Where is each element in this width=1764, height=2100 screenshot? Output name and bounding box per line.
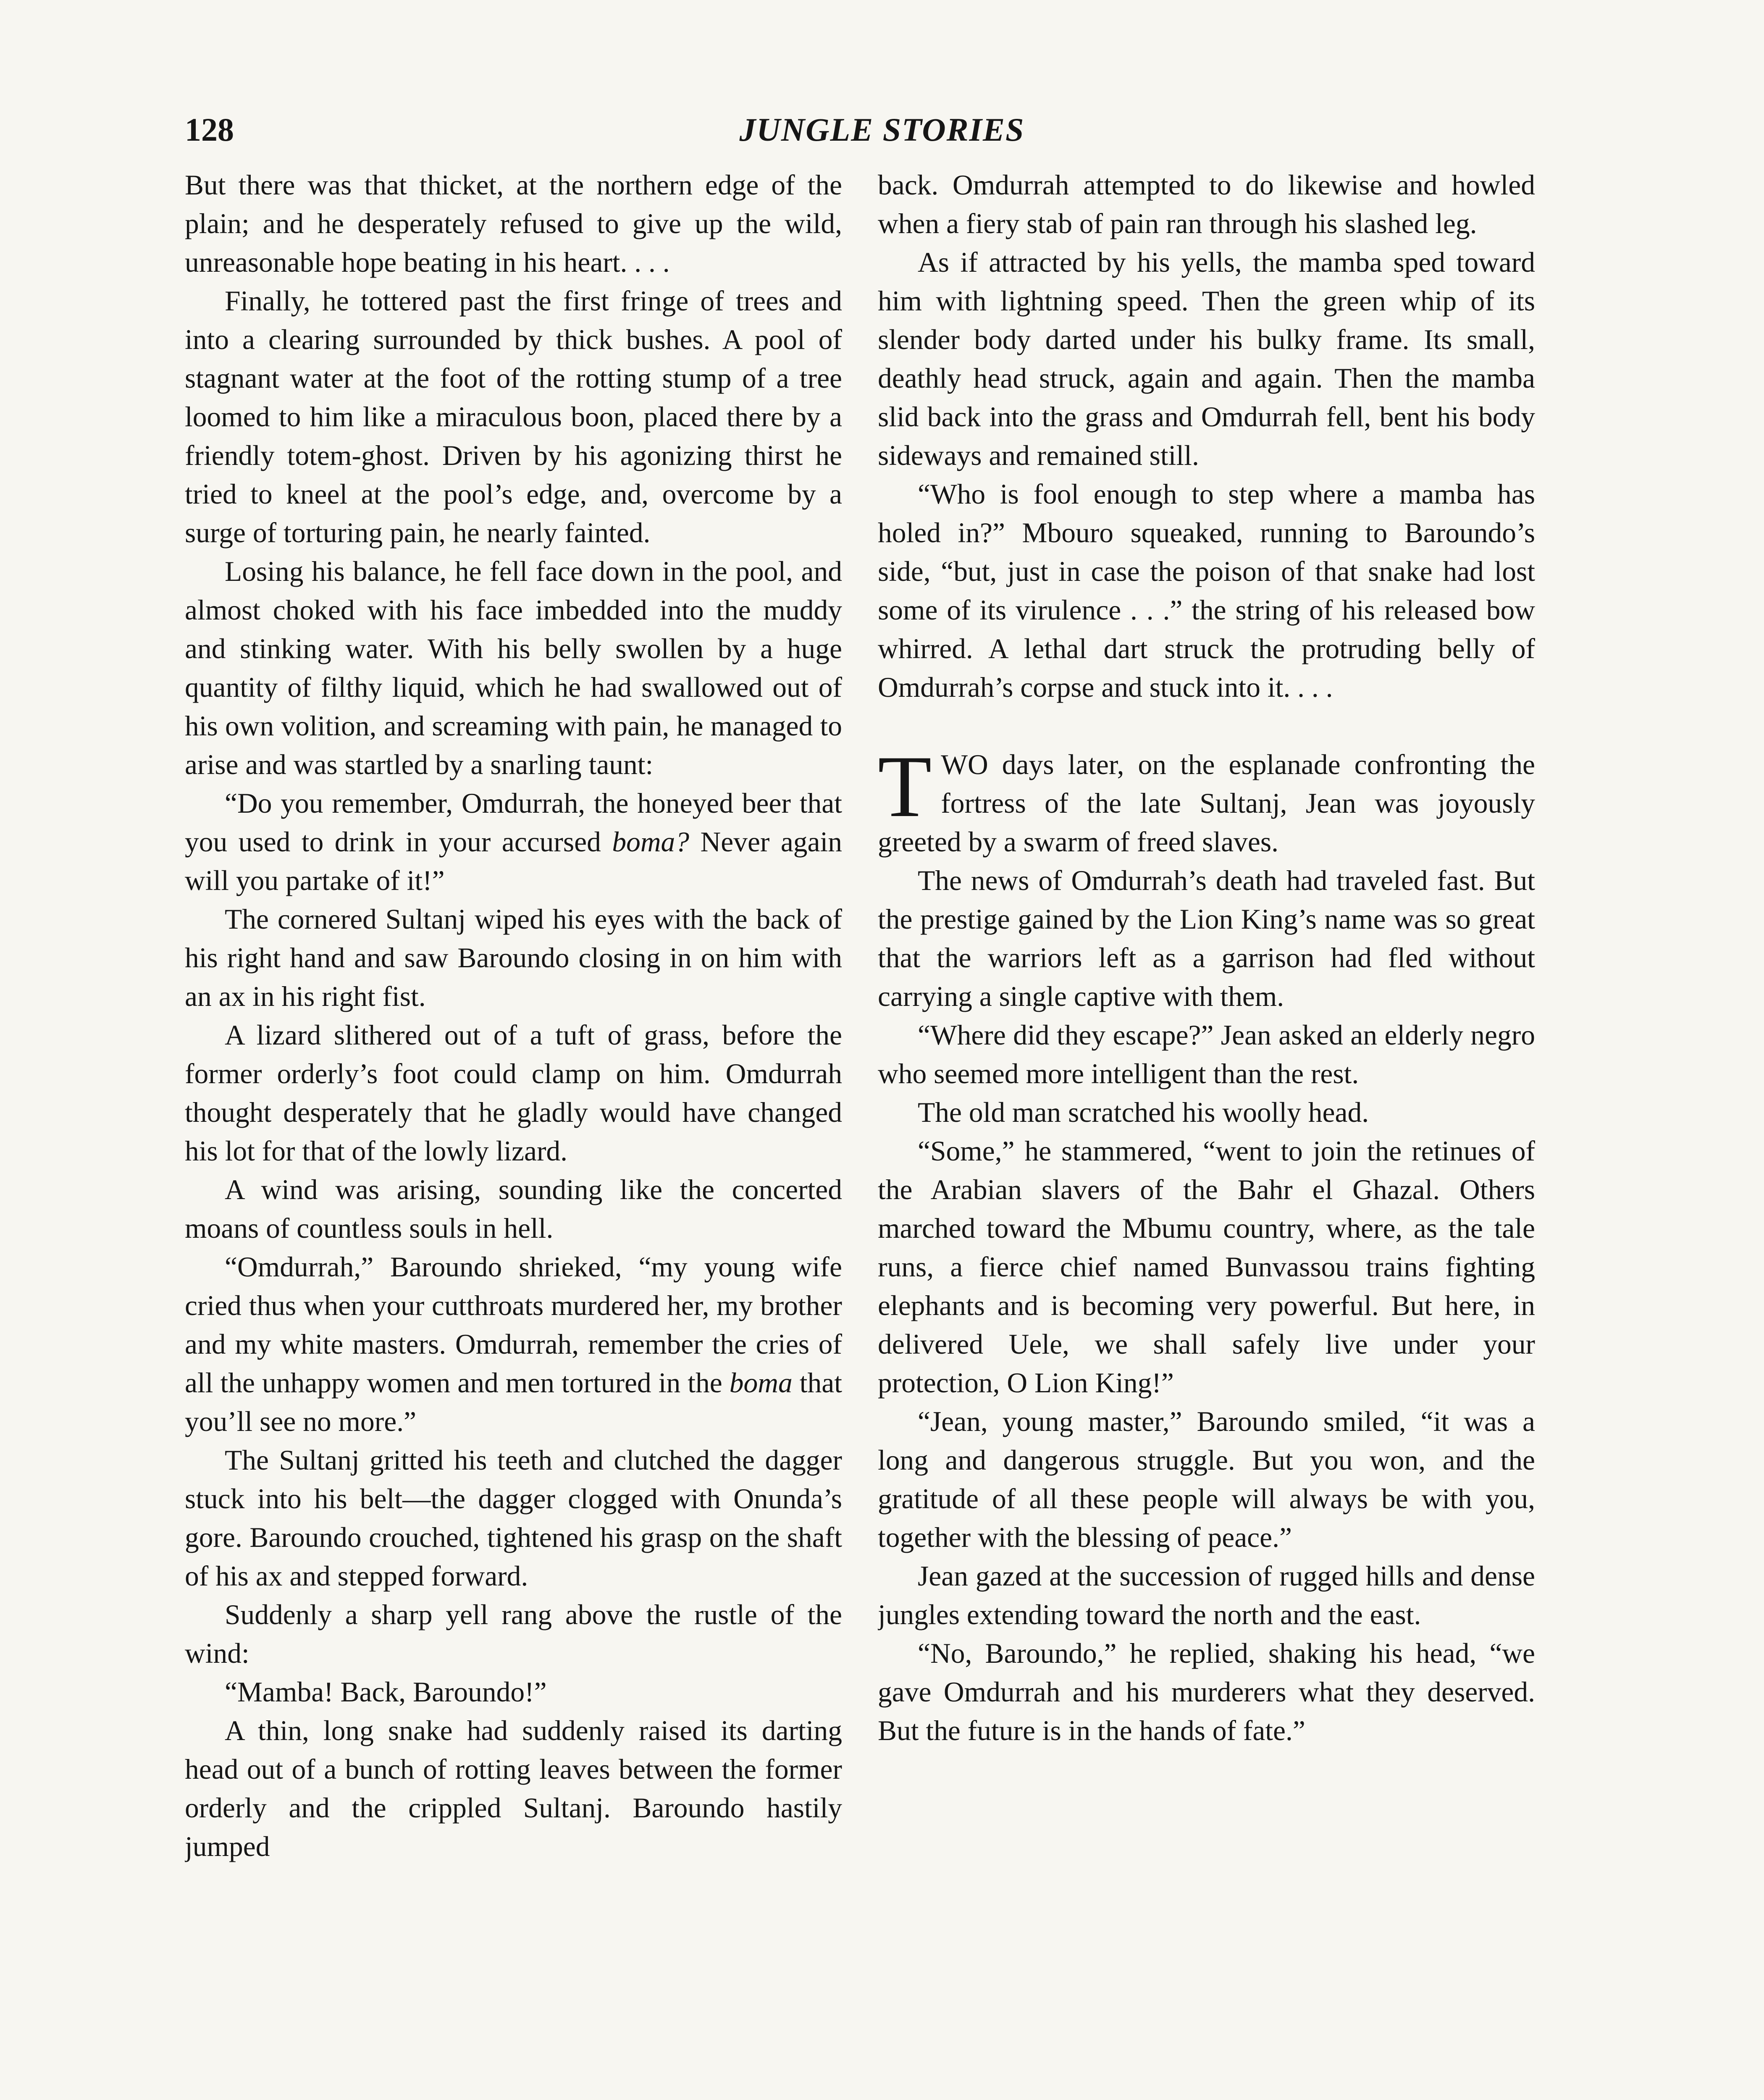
paragraph: A thin, long snake had suddenly raised its darting head out of a bunch of rotting leaves between the former orderly and the crippled Sultanj. Baroundo hastily jumped xyxy=(185,1715,842,1862)
drop-cap: T xyxy=(878,738,932,835)
paragraph: The Sultanj gritted his teeth and clutched the dagger stuck into his belt—the dagger clogged with Onunda’s gore. Baroundo crouched, tightened his grasp on the shaft of his ax and stepped forward. xyxy=(185,1444,842,1592)
paragraph: Losing his balance, he fell face down in the pool, and almost choked with his face imbedded into the muddy and stinking water. With his belly swollen by a huge quantity of filthy liquid, which he had swallowed out of his own volition, and screaming with pain, he managed to arise and was startled by a snarling taunt: xyxy=(185,556,842,780)
paragraph xyxy=(185,1248,842,1441)
paragraph: The news of Omdurrah’s death had traveled fast. But the prestige gained by the Lion King’s name was so great that the warriors left as a garrison had fled without carrying a single captive with them. xyxy=(878,865,1535,1012)
running-head: JUNGLE STORIES xyxy=(739,111,1025,148)
paragraph: “Some,” he stammered, “went to join the retinues of the Arabian slavers of the Bahr el Ghazal. Others marched toward the Mbumu country, where, as the tale runs, a fierce chief named Bunvassou trains fighting elephants and is becoming very powerful. But here, in delivered Uele, we shall safely live under your protection, O Lion King!” xyxy=(878,1135,1535,1399)
paragraph: “Mamba! Back, Baroundo!” xyxy=(225,1676,547,1708)
paragraph: The cornered Sultanj wiped his eyes with the back of his right hand and saw Baroundo closing in on him with an ax in his right fist. xyxy=(185,903,842,1012)
paragraph: The old man scratched his woolly head. xyxy=(918,1097,1369,1128)
paragraph-text: Never again will you partake of it!” xyxy=(185,826,842,896)
italic-word: boma xyxy=(729,1367,793,1399)
paragraph: Finally, he tottered past the first fringe of trees and into a clearing surrounded by thick bushes. A pool of stagnant water at the foot of the rotting stump of a tree loomed to him like a miraculous boon, placed there by a friendly totem-ghost. Driven by his agonizing thirst he tried to kneel at the pool’s edge, and, overcome by a surge of torturing pain, he nearly fainted. xyxy=(185,285,842,549)
paragraph: “Who is fool enough to step where a mamba has holed in?” Mbouro squeaked, running to Baroundo’s side, “but, just in case the poison of that snake had lost some of its virulence . . .” the string of his released bow whirred. A lethal dart struck the protruding belly of Omdurrah’s corpse and stuck into it. . . . xyxy=(878,478,1535,703)
paragraph: But there was that thicket, at the northern edge of the plain; and he desperately refused to give up the wild, unreasonable hope beating in his heart. . . . xyxy=(185,169,842,278)
paragraph-text: “Omdurrah,” Baroundo shrieked, “my young wife cried thus when your cutthroats murdered her, my brother and my white masters. Omdurrah, remember the cries of all the unhappy women and men tortured in the xyxy=(185,1251,842,1399)
paragraph-text: WO days later, on the esplanade confronting the fortress of the late Sultanj, Jean was joyously greeted by a swarm of freed slaves. xyxy=(878,749,1535,858)
paragraph: “Jean, young master,” Baroundo smiled, “it was a long and dangerous struggle. But you won, and the gratitude of all these people will always be with you, together with the blessing of peace.” xyxy=(878,1406,1535,1553)
paragraph: Suddenly a sharp yell rang above the rustle of the wind: xyxy=(185,1599,842,1669)
paragraph: Jean gazed at the succession of rugged hills and dense jungles extending toward the north and the east. xyxy=(878,1560,1535,1630)
left-column xyxy=(185,166,842,2100)
paragraph: “No, Baroundo,” he replied, shaking his head, “we gave Omdurrah and his murderers what they deserved. But the future is in the hands of fate.” xyxy=(878,1638,1535,1746)
section-opening xyxy=(878,738,1535,861)
paragraph-text: that you’ll see no more.” xyxy=(185,1367,842,1437)
paragraph: As if attracted by his yells, the mamba sped toward him with lightning speed. Then the green whip of its slender body darted under his bulky frame. Its small, deathly head struck, again and again. Then the mamba slid back into the grass and Omdurrah fell, bent his body sideways and remained still. xyxy=(878,247,1535,471)
paragraph: A wind was arising, sounding like the concerted moans of countless souls in hell. xyxy=(185,1174,842,1244)
paragraph: back. Omdurrah attempted to do likewise and howled when a fiery stab of pain ran through his slashed leg. xyxy=(878,169,1535,239)
italic-word: boma? xyxy=(612,826,690,858)
paragraph-text: “Do you remember, Omdurrah, the honeyed beer that you used to drink in your accursed xyxy=(185,788,842,858)
paragraph: A lizard slithered out of a tuft of grass, before the former orderly’s foot could clamp on him. Omdurrah thought desperately that he gladly would have changed his lot for that of the lowly lizard. xyxy=(185,1019,842,1167)
paragraph: “Where did they escape?” Jean asked an elderly negro who seemed more intelligent than the rest. xyxy=(878,1019,1535,1089)
right-column xyxy=(878,166,1535,2100)
paragraph xyxy=(185,784,842,900)
page-number: 128 xyxy=(185,111,234,148)
